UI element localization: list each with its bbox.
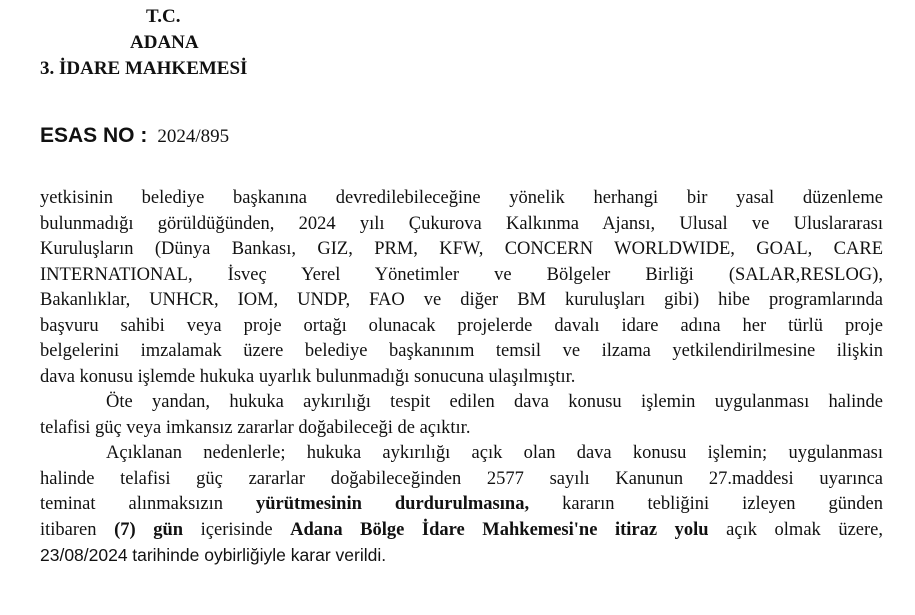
text-line bbox=[40, 492, 883, 518]
ruling-text: teminat alınmaksızın bbox=[40, 494, 224, 514]
ruling-text: kararın tebliğini izleyen günden bbox=[562, 494, 883, 514]
decision-date: 23/08/2024 bbox=[40, 545, 128, 565]
paragraph-ruling bbox=[40, 441, 883, 570]
text-line bbox=[40, 518, 883, 544]
text-line: yetkisinin belediye başkanına devredilebileceğine yönelik herhangi bir yasal düzenleme bbox=[40, 188, 883, 208]
court-header bbox=[0, 4, 320, 82]
ruling-emphasis-appeal: Adana Bölge İdare Mahkemesi'ne itiraz yolu bbox=[290, 519, 709, 540]
paragraph-reasoning bbox=[40, 186, 883, 390]
text-line: Bakanlıklar, UNHCR, IOM, UNDP, FAO ve diğer BM kuruluşları gibi) hibe programlarında bbox=[40, 290, 883, 310]
text-line: başvuru sahibi veya proje ortağı olunacak projelerde davalı idare adına her türlü proje bbox=[40, 315, 883, 336]
text-line: bulunmadığı görüldüğünden, 2024 yılı Çukurova Kalkınma Ajansı, Ulusal ve Uluslararası bbox=[40, 213, 883, 234]
text-line: dava konusu işlemde hukuka uyarlık bulunmadığı sonucuna ulaşılmıştır. bbox=[40, 366, 576, 387]
text-line: belgelerini imzalamak üzere belediye başkanınım temsil ve ilzama yetkilendirilmesine ilişkin bbox=[40, 341, 883, 361]
text-line: Açıklanan nedenlerle; hukuka aykırılığı açık olan dava konusu işlemin; uygulanması bbox=[106, 443, 883, 463]
text-line: telafisi güç veya imkansız zararlar doğabileceği de açıktır. bbox=[40, 417, 471, 438]
header-line-court: 3. İDARE MAHKEMESİ bbox=[40, 58, 248, 79]
ruling-emphasis-suspension: yürütmesinin durdurulmasına, bbox=[256, 494, 530, 514]
ruling-text: içerisinde bbox=[200, 519, 273, 540]
case-number-label: ESAS NO : bbox=[40, 124, 148, 147]
text-line: Kuruluşların (Dünya Bankası, GIZ, PRM, KFW, CONCERN WORLDWIDE, GOAL, CARE bbox=[40, 239, 883, 259]
decision-body bbox=[40, 186, 883, 570]
ruling-emphasis-days: (7) gün bbox=[114, 519, 184, 540]
header-line-city: ADANA bbox=[130, 32, 199, 53]
case-number bbox=[40, 124, 229, 148]
ruling-text: açık olmak üzere, bbox=[726, 519, 884, 540]
text-line: INTERNATIONAL, İsveç Yerel Yönetimler ve Bölgeler Birliği (SALAR,RESLOG), bbox=[40, 264, 883, 285]
ruling-text: itibaren bbox=[40, 519, 97, 540]
text-line: halinde telafisi güç zararlar doğabileceğinden 2577 sayılı Kanunun 27.maddesi uyarınca bbox=[40, 468, 883, 489]
text-line: Öte yandan, hukuka aykırılığı tespit edilen dava konusu işlemin uygulanması halinde bbox=[106, 392, 883, 412]
header-line-tc: T.C. bbox=[146, 6, 181, 27]
text-line bbox=[40, 543, 883, 570]
ruling-text: tarihinde oybirliğiyle karar verildi. bbox=[132, 545, 387, 565]
paragraph-harm bbox=[40, 390, 883, 441]
case-number-value: 2024/895 bbox=[157, 126, 230, 147]
